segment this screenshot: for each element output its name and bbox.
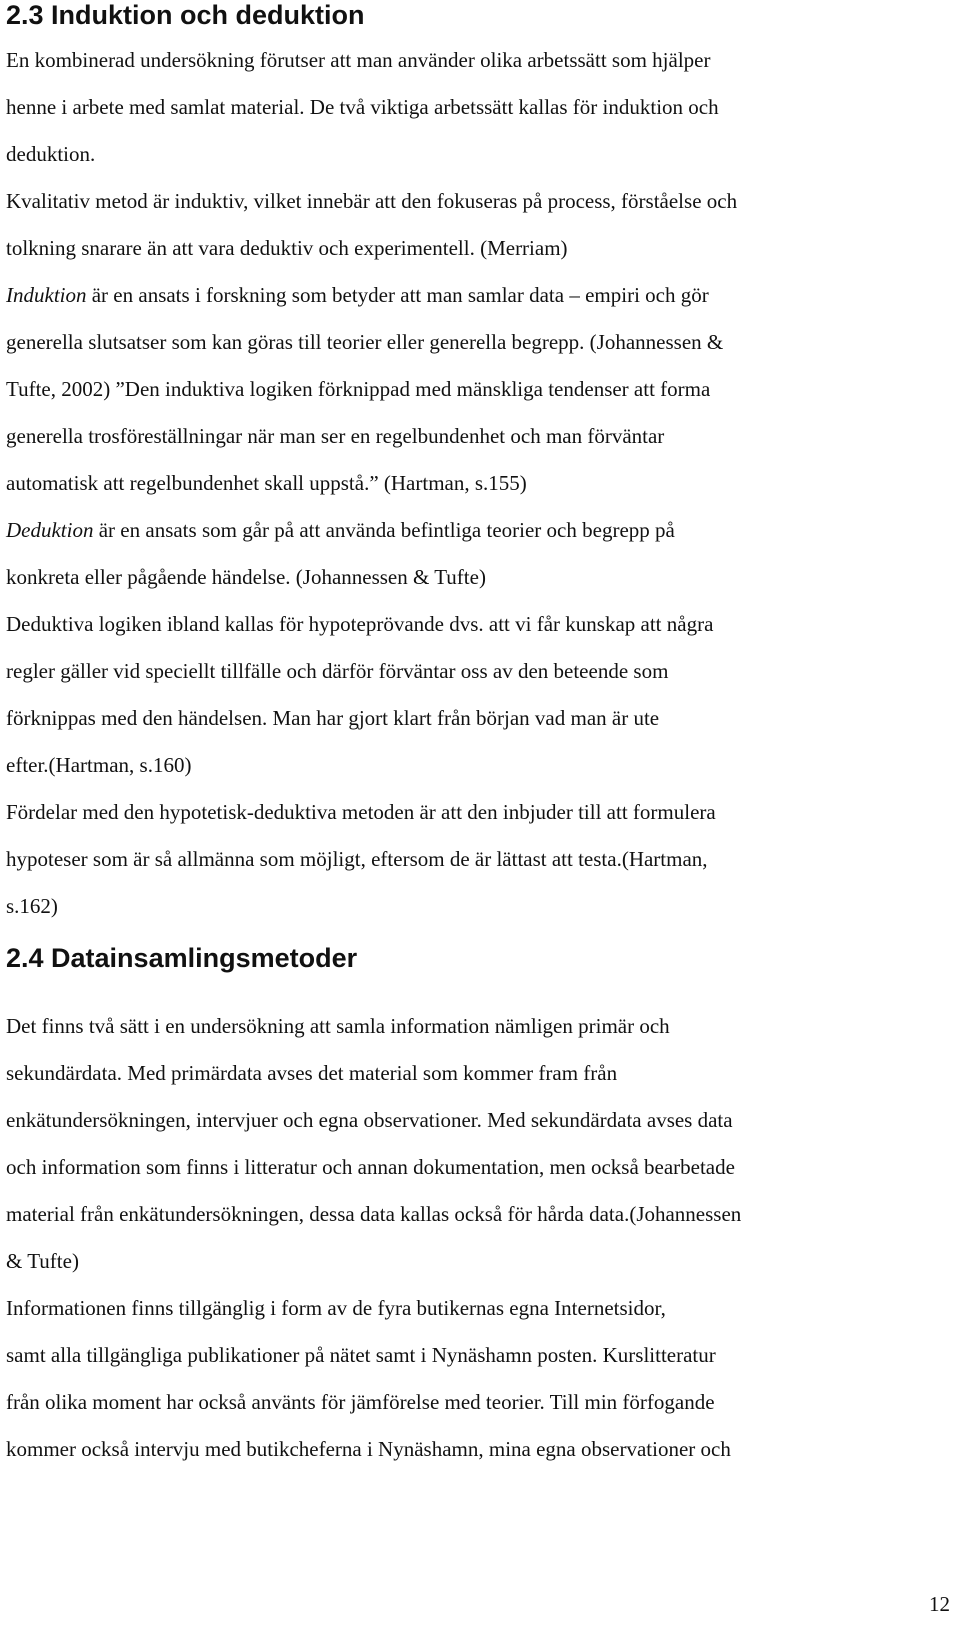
line-text: sekundärdata. Med primärdata avses det material som kommer fram från — [6, 1061, 618, 1085]
line-text: En kombinerad undersökning förutser att man använder olika arbetssätt som hjälper — [6, 48, 711, 72]
text-line — [6, 1379, 956, 1426]
line-text: Fördelar med den hypotetisk-deduktiva metoden är att den inbjuder till att formulera — [6, 800, 716, 824]
line-text: Kvalitativ metod är induktiv, vilket innebär att den fokuseras på process, förståelse och — [6, 189, 738, 213]
line-text: henne i arbete med samlat material. De två viktiga arbetssätt kallas för induktion och — [6, 95, 719, 119]
text-line — [6, 1426, 956, 1473]
line-text: material från enkätundersökningen, dessa data kallas också för hårda data.(Johannessen — [6, 1202, 742, 1226]
line-text: förknippas med den händelsen. Man har gjort klart från början vad man är ute — [6, 706, 660, 730]
text-line — [6, 460, 956, 507]
line-text: generella trosföreställningar när man ser en regelbundenhet och man förväntar — [6, 424, 665, 448]
section-heading-induktion-deduktion: 2.3 Induktion och deduktion — [6, 0, 365, 30]
text-line — [6, 742, 956, 789]
text-line — [6, 836, 956, 883]
section-body-induktion-deduktion — [6, 37, 956, 930]
text-line — [6, 1003, 956, 1050]
page-number: 12 — [929, 1592, 950, 1616]
line-text: generella slutsatser som kan göras till teorier eller generella begrepp. (Johannessen & — [6, 330, 724, 354]
text-line — [6, 507, 956, 554]
text-line — [6, 178, 956, 225]
line-text: och information som finns i litteratur och annan dokumentation, men också bearbetade — [6, 1155, 735, 1179]
italic-term: Deduktion — [6, 518, 94, 542]
line-text: s.162) — [6, 894, 58, 918]
line-text: & Tufte) — [6, 1249, 79, 1273]
section-body-datainsamlingsmetoder — [6, 1003, 956, 1473]
text-line — [6, 1332, 956, 1379]
text-line — [6, 131, 956, 178]
text-line — [6, 37, 956, 84]
line-text: Det finns två sätt i en undersökning att samla information nämligen primär och — [6, 1014, 670, 1038]
text-line — [6, 272, 956, 319]
line-text: efter.(Hartman, s.160) — [6, 753, 192, 777]
line-text: är en ansats i forskning som betyder att man samlar data – empiri och gör — [86, 283, 709, 307]
line-text: Tufte, 2002) ”Den induktiva logiken förknippad med mänskliga tendenser att forma — [6, 377, 711, 401]
line-text: deduktion. — [6, 142, 96, 166]
text-line — [6, 883, 956, 930]
text-line — [6, 1285, 956, 1332]
line-text: är en ansats som går på att använda befintliga teorier och begrepp på — [93, 518, 675, 542]
text-line — [6, 601, 956, 648]
italic-term: Induktion — [6, 283, 87, 307]
line-text: konkreta eller pågående händelse. (Johannessen & Tufte) — [6, 565, 486, 589]
text-line — [6, 1238, 956, 1285]
line-text: enkätundersökningen, intervjuer och egna observationer. Med sekundärdata avses data — [6, 1108, 733, 1132]
line-text: från olika moment har också använts för jämförelse med teorier. Till min förfogande — [6, 1390, 715, 1414]
text-line — [6, 648, 956, 695]
text-line — [6, 84, 956, 131]
text-line — [6, 1191, 956, 1238]
line-text: Deduktiva logiken ibland kallas för hypoteprövande dvs. att vi får kunskap att några — [6, 612, 714, 636]
line-text: tolkning snarare än att vara deduktiv och experimentell. (Merriam) — [6, 236, 568, 260]
line-text: hypoteser som är så allmänna som möjligt, eftersom de är lättast att testa.(Hartman, — [6, 847, 708, 871]
line-text: automatisk att regelbundenhet skall uppstå.” (Hartman, s.155) — [6, 471, 527, 495]
line-text: kommer också intervju med butikcheferna i Nynäshamn, mina egna observationer och — [6, 1437, 731, 1461]
text-line — [6, 1144, 956, 1191]
text-line — [6, 225, 956, 272]
text-line — [6, 789, 956, 836]
text-line — [6, 695, 956, 742]
line-text: Informationen finns tillgänglig i form av de fyra butikernas egna Internetsidor, — [6, 1296, 666, 1320]
text-line — [6, 366, 956, 413]
text-line — [6, 413, 956, 460]
line-text: regler gäller vid speciellt tillfälle och därför förväntar oss av den beteende som — [6, 659, 669, 683]
text-line — [6, 554, 956, 601]
section-heading-datainsamlingsmetoder: 2.4 Datainsamlingsmetoder — [6, 943, 358, 973]
line-text: samt alla tillgängliga publikationer på nätet samt i Nynäshamn posten. Kurslitteratur — [6, 1343, 716, 1367]
text-line — [6, 1097, 956, 1144]
text-line — [6, 1050, 956, 1097]
text-line — [6, 319, 956, 366]
